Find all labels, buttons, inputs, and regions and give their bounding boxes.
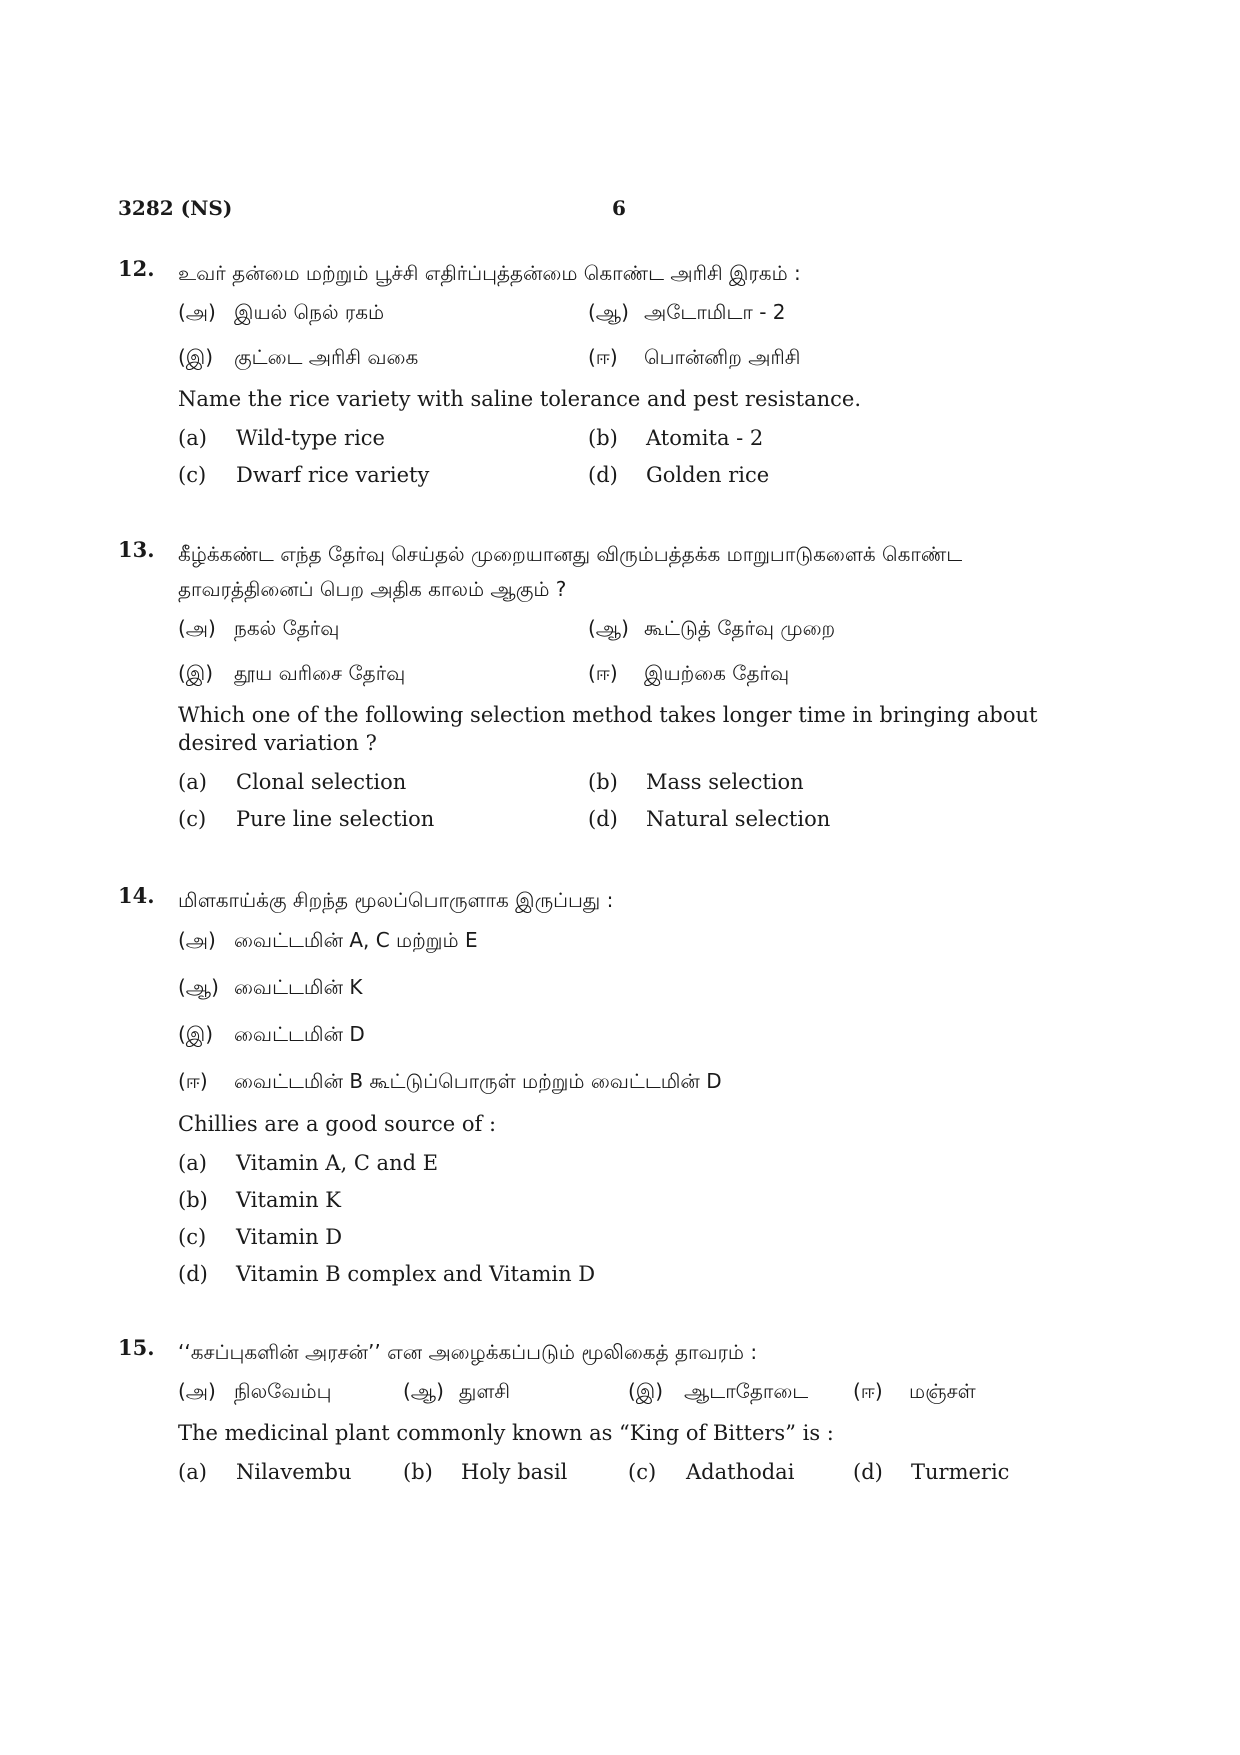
option-text: குட்டை அரிசி வகை (234, 345, 419, 369)
tamil-option-d (853, 1379, 1078, 1406)
english-option-b (588, 770, 998, 794)
option-text: Dwarf rice variety (236, 462, 430, 487)
question-15 (118, 1335, 1078, 1490)
english-option-c (178, 807, 588, 831)
option-label: (b) (588, 425, 618, 450)
tamil-option-b (403, 1379, 628, 1406)
option-label: (அ) (178, 1379, 216, 1403)
option-text: Vitamin B complex and Vitamin D (236, 1261, 596, 1286)
tamil-options-row (178, 1370, 1078, 1415)
tamil-option-b (588, 300, 998, 327)
english-option-b (403, 1460, 628, 1484)
option-label: (அ) (178, 928, 216, 952)
tamil-option-d (178, 1059, 1078, 1106)
english-option-b (588, 426, 998, 450)
option-label: (இ) (178, 345, 214, 369)
tamil-option-c (628, 1379, 853, 1406)
english-options-row (178, 456, 1078, 493)
tamil-options-row (178, 652, 1078, 697)
option-text: நிலவேம்பு (234, 1379, 332, 1403)
english-option-a (178, 770, 588, 794)
option-label: (a) (178, 769, 207, 794)
question-number: 13. (118, 537, 155, 562)
option-text: Holy basil (461, 1459, 568, 1484)
option-label: (ஆ) (588, 616, 629, 640)
english-option-b (178, 1181, 1078, 1218)
option-text: Natural selection (646, 806, 831, 831)
tamil-option-a (178, 918, 1078, 965)
english-question: Which one of the following selection method takes longer time in bringing about desired variation ? (178, 703, 1038, 755)
tamil-question: உவர் தன்மை மற்றும் பூச்சி எதிர்ப்புத்தன்மை கொண்ட அரிசி இரகம் : (178, 261, 801, 285)
option-text: Golden rice (646, 462, 770, 487)
option-text: Atomita - 2 (646, 425, 764, 450)
tamil-question: மிளகாய்க்கு சிறந்த மூலப்பொருளாக இருப்பது : (178, 888, 614, 912)
option-text: தூய வரிசை தேர்வு (234, 661, 406, 685)
option-text: வைட்டமின் B கூட்டுப்பொருள் மற்றும் வைட்டமின் D (234, 1069, 722, 1093)
english-option-c (178, 1218, 1078, 1255)
option-label: (b) (403, 1459, 433, 1484)
option-label: (ஈ) (853, 1379, 883, 1403)
option-text: Clonal selection (236, 769, 407, 794)
english-question: Name the rice variety with saline tolerance and pest resistance. (178, 387, 862, 411)
option-label: (b) (178, 1187, 208, 1212)
option-text: Nilavembu (236, 1459, 352, 1484)
tamil-options-row (178, 607, 1078, 652)
option-label: (இ) (178, 1022, 214, 1046)
english-option-a (178, 1144, 1078, 1181)
option-label: (ஆ) (178, 975, 219, 999)
tamil-option-d (588, 345, 998, 372)
english-options-row (178, 419, 1078, 456)
option-label: (இ) (178, 661, 214, 685)
tamil-question: ‘‘கசப்புகளின் அரசன்’’ என அழைக்கப்படும் மூலிகைத் தாவரம் : (178, 1340, 758, 1364)
option-label: (d) (853, 1459, 883, 1484)
option-label: (இ) (628, 1379, 664, 1403)
question-number: 15. (118, 1335, 155, 1360)
paper-code: 3282 (NS) (118, 196, 233, 220)
tamil-option-a (178, 616, 588, 643)
question-number: 12. (118, 256, 155, 281)
option-label: (ஆ) (403, 1379, 444, 1403)
option-label: (d) (178, 1261, 208, 1286)
page-header (118, 196, 1122, 228)
english-question: Chillies are a good source of : (178, 1112, 497, 1136)
option-label: (c) (178, 806, 207, 831)
english-question: The medicinal plant commonly known as “King of Bitters” is : (178, 1421, 834, 1445)
english-option-d (178, 1255, 1078, 1292)
option-label: (c) (178, 462, 207, 487)
option-label: (c) (628, 1459, 657, 1484)
option-text: துளசி (459, 1379, 511, 1403)
question-14 (118, 883, 1078, 1292)
option-label: (ஆ) (588, 300, 629, 324)
page-number: 6 (612, 196, 626, 220)
option-text: அடோமிடா - 2 (644, 300, 786, 324)
option-text: நகல் தேர்வு (234, 616, 340, 640)
english-options-row (178, 1453, 1078, 1490)
option-text: பொன்னிற அரிசி (644, 345, 801, 369)
option-text: Wild-type rice (236, 425, 385, 450)
option-text: கூட்டுத் தேர்வு முறை (644, 616, 836, 640)
option-text: மஞ்சள் (909, 1379, 976, 1403)
tamil-option-b (178, 965, 1078, 1012)
tamil-option-a (178, 1379, 403, 1406)
tamil-option-d (588, 661, 998, 688)
tamil-question: கீழ்க்கண்ட எந்த தேர்வு செய்தல் முறையானது விரும்பத்தக்க மாறுபாடுகளைக் கொண்ட தாவரத்தினைப் பெற அதிக காலம் ஆகும் ? (178, 542, 963, 601)
option-label: (ஈ) (588, 661, 618, 685)
option-text: Turmeric (911, 1459, 1010, 1484)
option-text: வைட்டமின் K (234, 975, 363, 999)
english-option-c (178, 463, 588, 487)
option-label: (b) (588, 769, 618, 794)
english-option-c (628, 1460, 853, 1484)
option-label: (d) (588, 462, 618, 487)
option-label: (d) (588, 806, 618, 831)
option-text: வைட்டமின் A, C மற்றும் E (234, 928, 478, 952)
option-label: (அ) (178, 616, 216, 640)
question-13 (118, 537, 1078, 837)
english-options-row (178, 800, 1078, 837)
option-label: (ஈ) (178, 1069, 208, 1093)
option-text: இயல் நெல் ரகம் (234, 300, 385, 324)
tamil-option-c (178, 1012, 1078, 1059)
option-label: (a) (178, 1459, 207, 1484)
option-text: இயற்கை தேர்வு (644, 661, 790, 685)
option-text: ஆடாதோடை (684, 1379, 809, 1403)
question-number: 14. (118, 883, 155, 908)
option-text: Vitamin K (236, 1187, 341, 1212)
option-text: Vitamin A, C and E (236, 1150, 439, 1175)
english-option-a (178, 426, 588, 450)
option-label: (அ) (178, 300, 216, 324)
option-text: Mass selection (646, 769, 804, 794)
option-label: (a) (178, 1150, 207, 1175)
tamil-options-row (178, 336, 1078, 381)
tamil-options-row (178, 291, 1078, 336)
english-options-row (178, 763, 1078, 800)
english-option-d (853, 1460, 1078, 1484)
option-text: Adathodai (686, 1459, 795, 1484)
question-12 (118, 256, 1078, 493)
english-option-a (178, 1460, 403, 1484)
tamil-option-b (588, 616, 998, 643)
tamil-option-c (178, 345, 588, 372)
english-option-d (588, 463, 998, 487)
option-label: (c) (178, 1224, 207, 1249)
tamil-option-c (178, 661, 588, 688)
option-text: Pure line selection (236, 806, 435, 831)
option-label: (ஈ) (588, 345, 618, 369)
english-option-d (588, 807, 998, 831)
option-label: (a) (178, 425, 207, 450)
option-text: வைட்டமின் D (234, 1022, 365, 1046)
option-text: Vitamin D (236, 1224, 343, 1249)
tamil-option-a (178, 300, 588, 327)
